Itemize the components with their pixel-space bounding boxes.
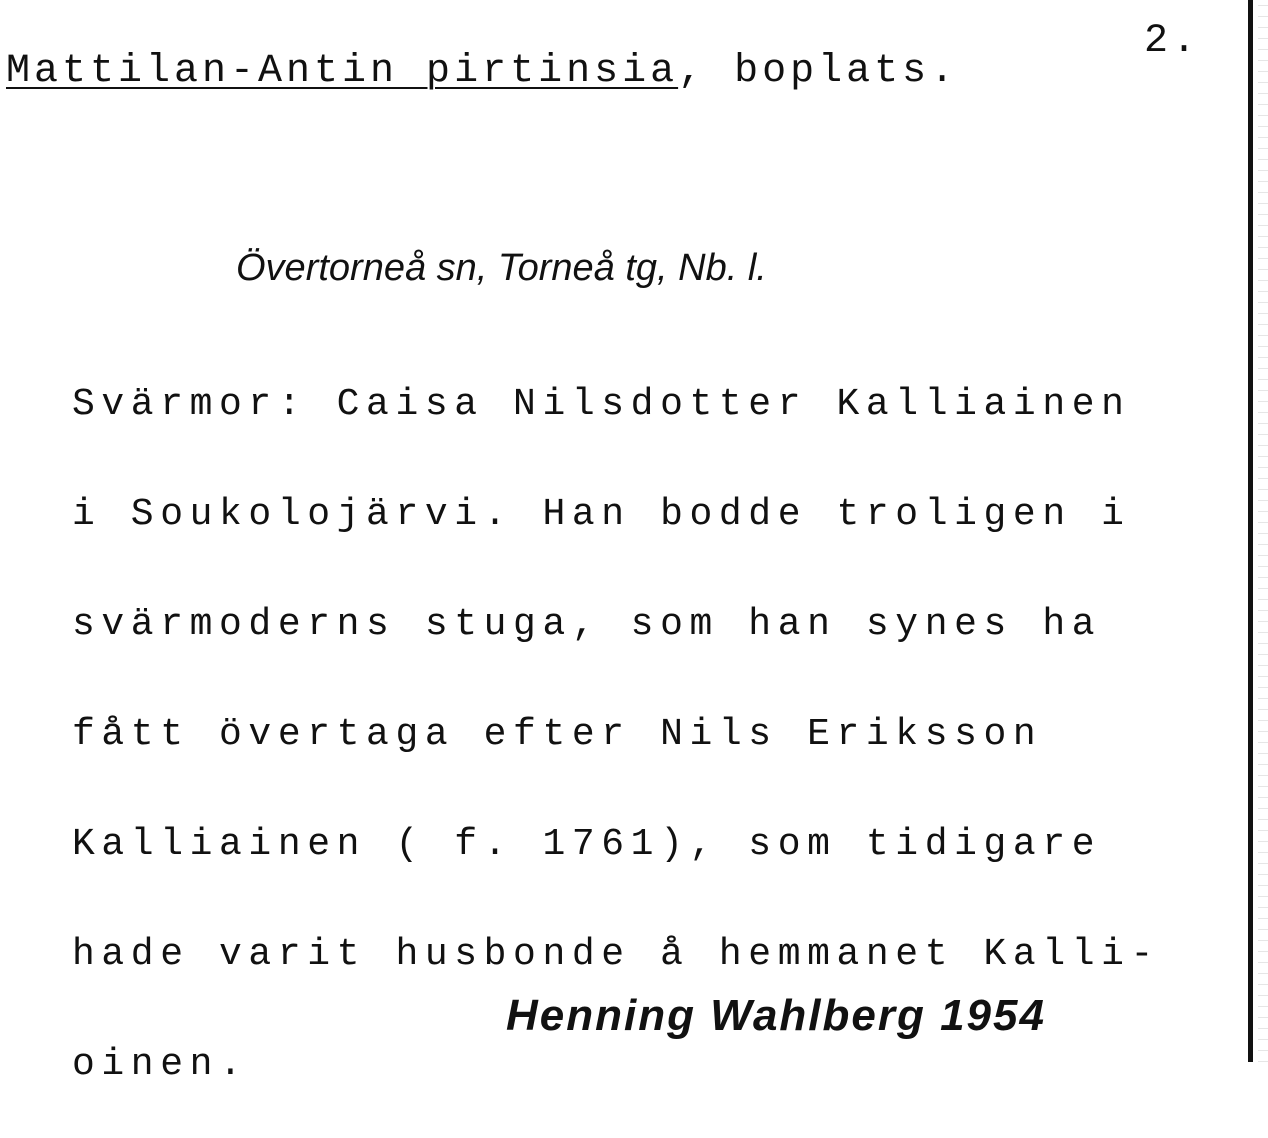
body-line: Kalliainen ( f. 1761), som tidigare bbox=[72, 823, 1102, 866]
body-line: oinen. bbox=[72, 1043, 249, 1086]
page-number: 2. bbox=[1144, 19, 1201, 64]
body-line: Svärmor: Caisa Nilsdotter Kalliainen bbox=[72, 383, 1131, 426]
card-edge-divider bbox=[1248, 0, 1253, 1062]
body-line: fått övertaga efter Nils Eriksson bbox=[72, 713, 1043, 756]
body-line: i Soukolojärvi. Han bodde troligen i bbox=[72, 493, 1131, 536]
place-name: Mattilan-Antin pirtinsia bbox=[6, 49, 679, 94]
author-signature-stamp: Henning Wahlberg 1954 bbox=[506, 991, 1046, 1040]
scan-edge bbox=[1258, 0, 1268, 1062]
site-designation: , boplats. bbox=[678, 49, 959, 94]
locality-stamp: Övertorneå sn, Torneå tg, Nb. l. bbox=[236, 247, 767, 289]
body-line: svärmoderns stuga, som han synes ha bbox=[72, 603, 1102, 646]
card-heading bbox=[6, 44, 958, 100]
body-line: hade varit husbonde å hemmanet Kalli- bbox=[72, 933, 1160, 976]
